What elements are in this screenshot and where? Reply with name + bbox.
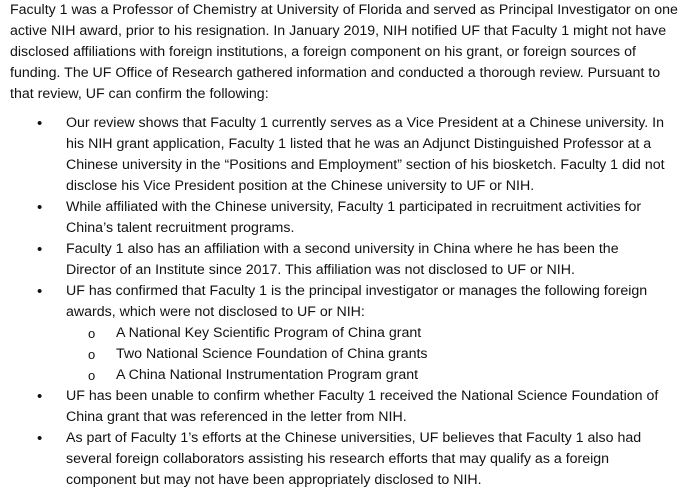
bullet-marker: • — [37, 388, 43, 405]
sub-list-item — [66, 365, 671, 386]
finding-item — [0, 197, 671, 239]
sub-bullet-marker: o — [88, 368, 96, 383]
foreign-awards-list — [66, 323, 671, 386]
bullet-marker: • — [37, 430, 43, 447]
bullet-marker: • — [37, 283, 43, 300]
sub-item-text: A China National Instrumentation Program grant — [116, 367, 419, 383]
finding-item — [0, 113, 671, 197]
finding-item — [0, 281, 671, 386]
finding-text: UF has been unable to confirm whether Faculty 1 received the National Science Foundation of China grant that was referenced in the letter from NIH. — [66, 388, 659, 425]
finding-text: UF has confirmed that Faculty 1 is the principal investigator or manages the following foreign awards, which were not disclosed to UF or NIH: — [66, 283, 648, 320]
sub-item-text: Two National Science Foundation of China grants — [116, 346, 428, 362]
finding-item — [0, 386, 671, 428]
finding-text: Faculty 1 also has an affiliation with a second university in China where he has been the Director of an Institute since 2017. This affiliation was not disclosed to UF or NIH. — [66, 241, 619, 278]
finding-item — [0, 239, 671, 281]
intro-paragraph: Faculty 1 was a Professor of Chemistry at University of Florida and served as Principal Investigator on one active NIH award, prior to his resignation. In January 2019, NIH notified UF that Faculty 1 might not have disclosed affiliations with foreign institutions, a foreign component on his grant, or foreign sources of funding. The UF Office of Research gathered information and conducted a thorough review. Pursuant to that review, UF can confirm the following: — [10, 2, 678, 102]
finding-text: Our review shows that Faculty 1 currently serves as a Vice President at a Chinese university. In his NIH grant application, Faculty 1 listed that he was an Adjunct Distinguished Professor at a Chinese university in the “Positions and Employment” section of his biosketch. Faculty 1 did not disclose his Vice President position at the Chinese university to UF or NIH. — [66, 115, 665, 194]
sub-list-item — [66, 344, 671, 365]
sub-list-item — [66, 323, 671, 344]
bullet-marker: • — [37, 241, 43, 258]
bullet-marker: • — [37, 199, 43, 216]
findings-list — [0, 113, 688, 491]
bullet-marker: • — [37, 115, 43, 132]
sub-bullet-marker: o — [88, 326, 96, 341]
sub-item-text: A National Key Scientific Program of China grant — [116, 325, 422, 341]
finding-text: As part of Faculty 1’s efforts at the Chinese universities, UF believes that Faculty 1 also had several foreign collaborators assisting his research efforts that may qualify as a foreign component but may not have been appropriately disclosed to NIH. — [66, 430, 642, 488]
finding-item — [0, 428, 671, 491]
sub-bullet-marker: o — [88, 347, 96, 362]
finding-text: While affiliated with the Chinese university, Faculty 1 participated in recruitment activities for China’s talent recruitment programs. — [66, 199, 642, 236]
